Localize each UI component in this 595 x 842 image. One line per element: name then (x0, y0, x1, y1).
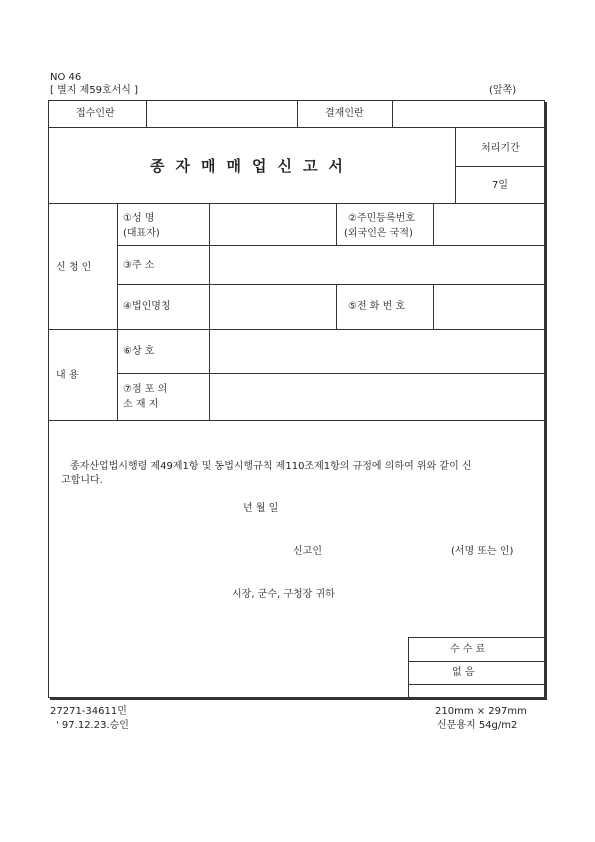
approval-seal-field[interactable] (393, 101, 544, 126)
addressee: 시장, 군수, 구청장 귀하 (232, 589, 335, 600)
resident-number-label: ②주민등록번호 (348, 213, 415, 224)
form-reference: [ 별지 제59호서식 ] (50, 85, 139, 96)
applicant-section-label: 신 청 인 (56, 262, 92, 273)
declaration-text-line1: 종자산업법시행령 제49제1항 및 동법시행규칙 제110조제1항의 규정에 의하여 위와 같이 신 (70, 461, 472, 472)
name-field[interactable] (210, 204, 335, 244)
approval-seal-label: 결재인란 (325, 108, 364, 119)
store-location-field[interactable] (210, 374, 544, 419)
receipt-seal-label: 접수인란 (76, 108, 115, 119)
trade-name-label: ⑥상 호 (123, 346, 155, 357)
content-section-label: 내 용 (56, 370, 79, 381)
form-code: 27271-34611민 (50, 706, 127, 717)
store-location-label-2: 소 재 지 (123, 399, 159, 410)
trade-name-field[interactable] (210, 330, 544, 372)
paper-type: 신문용지 54g/m2 (437, 720, 518, 731)
frame-shadow-right (545, 102, 547, 700)
corporate-name-field[interactable] (210, 285, 335, 328)
address-field[interactable] (210, 246, 544, 283)
store-location-label-1: ⑦점 포 의 (123, 384, 168, 395)
receipt-seal-field[interactable] (147, 101, 296, 126)
paper-size: 210mm × 297mm (435, 706, 527, 717)
name-label: ①성 명 (123, 213, 155, 224)
resident-number-field[interactable] (434, 204, 544, 244)
nationality-label: (외국인은 국적) (344, 228, 413, 239)
applicant-signature-label: 신고인 (293, 546, 322, 557)
frame-shadow-bottom (50, 698, 547, 700)
phone-label: ⑤전 화 번 호 (348, 301, 406, 312)
fee-label: 수 수 료 (450, 644, 486, 655)
processing-period-value: 7일 (492, 180, 509, 191)
form-title: 종자매매업신고서 (150, 157, 354, 175)
processing-period-label: 처리기간 (481, 143, 520, 154)
declaration-date: 년 월 일 (243, 503, 279, 514)
representative-label: (대표자) (123, 228, 160, 239)
phone-field[interactable] (434, 285, 544, 328)
declaration-text-line2: 고합니다. (61, 475, 103, 486)
signature-seal-label: (서명 또는 인) (451, 546, 514, 557)
approval-date: ' 97.12.23.승인 (56, 720, 129, 731)
address-label: ③주 소 (123, 260, 155, 271)
corporate-name-label: ④법인명칭 (123, 301, 171, 312)
page-side-label: (앞쪽) (489, 85, 517, 96)
form-number: NO 46 (50, 72, 82, 83)
fee-value: 없 음 (452, 667, 475, 678)
